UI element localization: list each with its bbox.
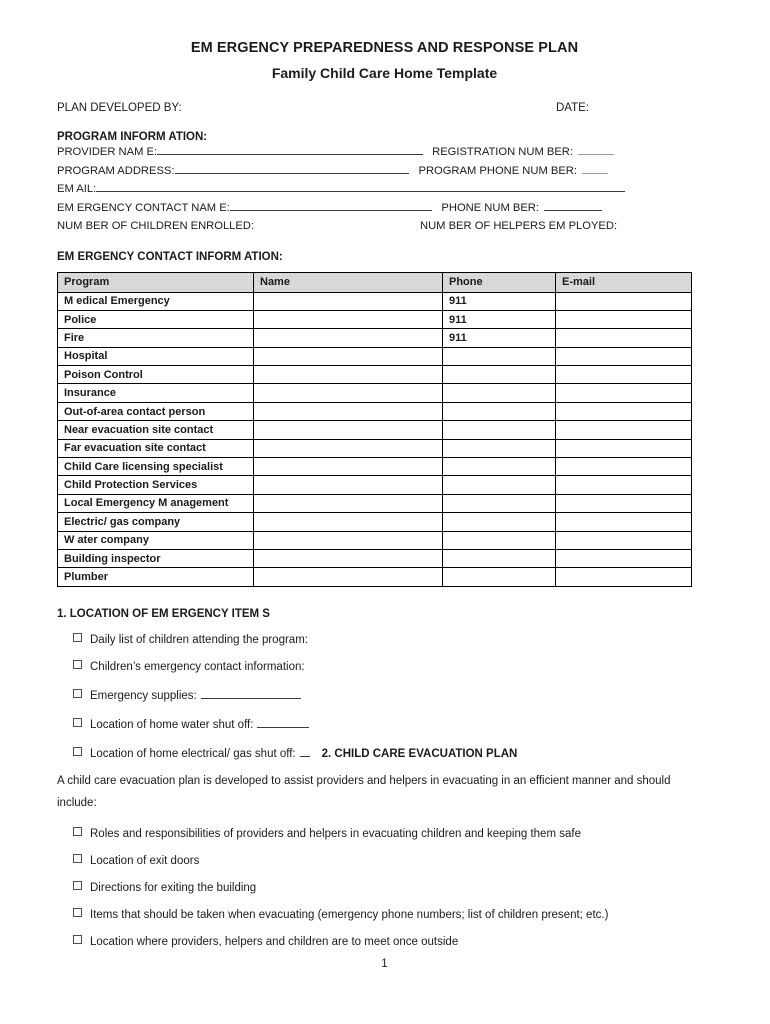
checkbox-icon[interactable] — [73, 633, 82, 642]
email-field[interactable] — [96, 180, 625, 192]
emergency-contact-name-label: EM ERGENCY CONTACT NAM E: — [57, 201, 230, 214]
cell-email[interactable] — [556, 494, 692, 512]
email-line — [57, 180, 625, 199]
table-row — [58, 292, 692, 310]
checklist-item-label: Location of home electrical/ gas shut off: — [90, 747, 296, 760]
checklist-item-label: Children’s emergency contact information: — [90, 660, 305, 673]
program-address-field[interactable] — [175, 162, 410, 174]
table-row — [58, 402, 692, 420]
table-row — [58, 329, 692, 347]
checklist-item-daily-list — [73, 633, 712, 647]
date-label: DATE: — [556, 102, 590, 114]
cell-email[interactable] — [556, 347, 692, 365]
phone-number-field[interactable] — [544, 199, 602, 211]
checkbox-icon[interactable] — [73, 881, 82, 890]
document-title: EM ERGENCY PREPAREDNESS AND RESPONSE PLAN — [190, 40, 579, 56]
cell-name[interactable] — [254, 310, 443, 328]
cell-phone[interactable] — [443, 531, 556, 549]
cell-phone[interactable] — [443, 347, 556, 365]
cell-phone[interactable] — [443, 476, 556, 494]
checklist-item-label: Daily list of children attending the program: — [90, 633, 308, 646]
column-header-email: E-mail — [556, 272, 692, 292]
emergency-contact-line — [57, 199, 602, 218]
table-row — [58, 568, 692, 586]
checklist-item-meeting-location — [73, 935, 712, 949]
table-row — [58, 549, 692, 567]
cell-program: Child Care licensing specialist — [58, 458, 254, 476]
cell-program: Near evacuation site contact — [58, 421, 254, 439]
provider-name-label: PROVIDER NAM E: — [57, 146, 158, 158]
cell-phone: 911 — [443, 329, 556, 347]
cell-program: Insurance — [58, 384, 254, 402]
cell-phone[interactable] — [443, 439, 556, 457]
program-information-heading: PROGRAM INFORM ATION: — [57, 131, 208, 143]
document-content — [57, 0, 712, 970]
cell-email[interactable] — [556, 402, 692, 420]
helpers-employed-label: NUM BER OF HELPERS EM PLOYED: — [420, 220, 618, 232]
cell-email[interactable] — [556, 513, 692, 531]
cell-name[interactable] — [254, 366, 443, 384]
table-row — [58, 494, 692, 512]
provider-name-line — [57, 143, 614, 162]
cell-name[interactable] — [254, 384, 443, 402]
table-row — [58, 384, 692, 402]
checklist-item-items-to-take — [73, 908, 712, 922]
checklist-item-label: Location of home water shut off: — [90, 718, 254, 731]
cell-email[interactable] — [556, 531, 692, 549]
cell-program: Electric/ gas company — [58, 513, 254, 531]
checklist-item-electrical-shutoff — [73, 745, 712, 761]
cell-program: Local Emergency M anagement — [58, 494, 254, 512]
emergency-supplies-field[interactable] — [201, 687, 301, 699]
table-row — [58, 531, 692, 549]
checklist-item-label: Directions for exiting the building — [90, 881, 257, 894]
enrollment-line — [57, 217, 712, 236]
cell-email[interactable] — [556, 568, 692, 586]
column-header-name: Name — [254, 272, 443, 292]
cell-email[interactable] — [556, 366, 692, 384]
evacuation-plan-intro: A child care evacuation plan is developed to assist providers and helpers in evacuating in an efficient manner and should include: — [57, 774, 671, 809]
cell-program: Far evacuation site contact — [58, 439, 254, 457]
column-header-phone: Phone — [443, 272, 556, 292]
page-number: 1 — [381, 957, 388, 970]
registration-number-field[interactable] — [578, 143, 614, 155]
checklist-item-label: Location of exit doors — [90, 854, 200, 867]
cell-program: Plumber — [58, 568, 254, 586]
checklist-item-contact-info — [73, 660, 712, 674]
program-address-label: PROGRAM ADDRESS: — [57, 164, 175, 177]
cell-program: Police — [58, 310, 254, 328]
electrical-shutoff-field[interactable] — [300, 745, 310, 757]
checkbox-icon[interactable] — [73, 689, 82, 698]
table-row — [58, 513, 692, 531]
cell-phone: 911 — [443, 310, 556, 328]
checkbox-icon[interactable] — [73, 718, 82, 727]
checklist-item-emergency-supplies — [73, 687, 712, 703]
document-subtitle: Family Child Care Home Template — [271, 65, 498, 81]
cell-name[interactable] — [254, 347, 443, 365]
contact-table-body — [58, 292, 692, 586]
cell-phone[interactable] — [443, 458, 556, 476]
cell-name[interactable] — [254, 292, 443, 310]
checklist-item-label: Roles and responsibilities of providers and helpers in evacuating children and keeping them safe — [90, 827, 581, 840]
registration-number-label: REGISTRATION NUM BER: — [432, 146, 573, 158]
cell-program: Building inspector — [58, 549, 254, 567]
section2-heading: 2. CHILD CARE EVACUATION PLAN — [321, 747, 518, 760]
checkbox-icon[interactable] — [73, 908, 82, 917]
cell-phone[interactable] — [443, 384, 556, 402]
children-enrolled-label: NUM BER OF CHILDREN ENROLLED: — [57, 220, 255, 232]
section1-heading: 1. LOCATION OF EM ERGENCY ITEM S — [57, 607, 270, 620]
cell-name[interactable] — [254, 421, 443, 439]
cell-phone[interactable] — [443, 402, 556, 420]
program-address-line — [57, 162, 608, 181]
emergency-contact-table — [57, 272, 692, 587]
cell-program: Poison Control — [58, 366, 254, 384]
table-row — [58, 421, 692, 439]
checklist-item-label: Items that should be taken when evacuating (emergency phone numbers; list of children present; etc.) — [90, 908, 609, 921]
table-row — [58, 476, 692, 494]
cell-name[interactable] — [254, 531, 443, 549]
checkbox-icon[interactable] — [73, 827, 82, 836]
water-shutoff-field[interactable] — [257, 716, 309, 728]
checklist-item-exit-doors — [73, 854, 712, 868]
cell-program: W ater company — [58, 531, 254, 549]
column-header-program: Program — [58, 272, 254, 292]
checklist-item-exit-directions — [73, 881, 712, 895]
cell-name[interactable] — [254, 513, 443, 531]
cell-email[interactable] — [556, 310, 692, 328]
cell-name[interactable] — [254, 458, 443, 476]
emergency-contact-name-field[interactable] — [230, 199, 433, 211]
table-row — [58, 439, 692, 457]
table-row — [58, 458, 692, 476]
cell-phone[interactable] — [443, 513, 556, 531]
provider-name-field[interactable] — [157, 143, 423, 155]
cell-email[interactable] — [556, 549, 692, 567]
checklist-item-water-shutoff — [73, 716, 712, 732]
cell-email[interactable] — [556, 476, 692, 494]
email-label: EM AIL: — [57, 183, 97, 195]
cell-name[interactable] — [254, 329, 443, 347]
table-row — [58, 347, 692, 365]
table-row — [58, 310, 692, 328]
plan-developed-by-label: PLAN DEVELOPED BY: — [57, 102, 182, 114]
checklist-item-label: Location where providers, helpers and children are to meet once outside — [90, 935, 459, 948]
cell-name[interactable] — [254, 494, 443, 512]
cell-phone[interactable] — [443, 421, 556, 439]
cell-email[interactable] — [556, 421, 692, 439]
emergency-contact-information-heading: EM ERGENCY CONTACT INFORM ATION: — [57, 250, 283, 263]
table-row — [58, 366, 692, 384]
checklist-item-roles — [73, 827, 712, 841]
cell-email[interactable] — [556, 384, 692, 402]
cell-program: Fire — [58, 329, 254, 347]
cell-phone[interactable] — [443, 494, 556, 512]
cell-name[interactable] — [254, 402, 443, 420]
cell-phone: 911 — [443, 292, 556, 310]
cell-program: Hospital — [58, 347, 254, 365]
cell-email[interactable] — [556, 292, 692, 310]
cell-program: M edical Emergency — [58, 292, 254, 310]
cell-phone[interactable] — [443, 568, 556, 586]
cell-phone[interactable] — [443, 366, 556, 384]
checklist-item-label: Emergency supplies: — [90, 689, 197, 702]
program-phone-label: PROGRAM PHONE NUM BER: — [418, 164, 577, 177]
cell-name[interactable] — [254, 476, 443, 494]
cell-name[interactable] — [254, 439, 443, 457]
cell-email[interactable] — [556, 329, 692, 347]
cell-email[interactable] — [556, 439, 692, 457]
phone-number-label: PHONE NUM BER: — [441, 201, 539, 214]
plan-developed-line — [57, 102, 712, 114]
checkbox-icon[interactable] — [73, 660, 82, 669]
program-phone-field[interactable] — [582, 162, 608, 174]
checkbox-icon[interactable] — [73, 747, 82, 756]
cell-phone[interactable] — [443, 549, 556, 567]
cell-name[interactable] — [254, 549, 443, 567]
checkbox-icon[interactable] — [73, 854, 82, 863]
cell-program: Child Protection Services — [58, 476, 254, 494]
cell-program: Out-of-area contact person — [58, 402, 254, 420]
cell-name[interactable] — [254, 568, 443, 586]
checkbox-icon[interactable] — [73, 935, 82, 944]
cell-email[interactable] — [556, 458, 692, 476]
table-header-row — [58, 272, 692, 292]
